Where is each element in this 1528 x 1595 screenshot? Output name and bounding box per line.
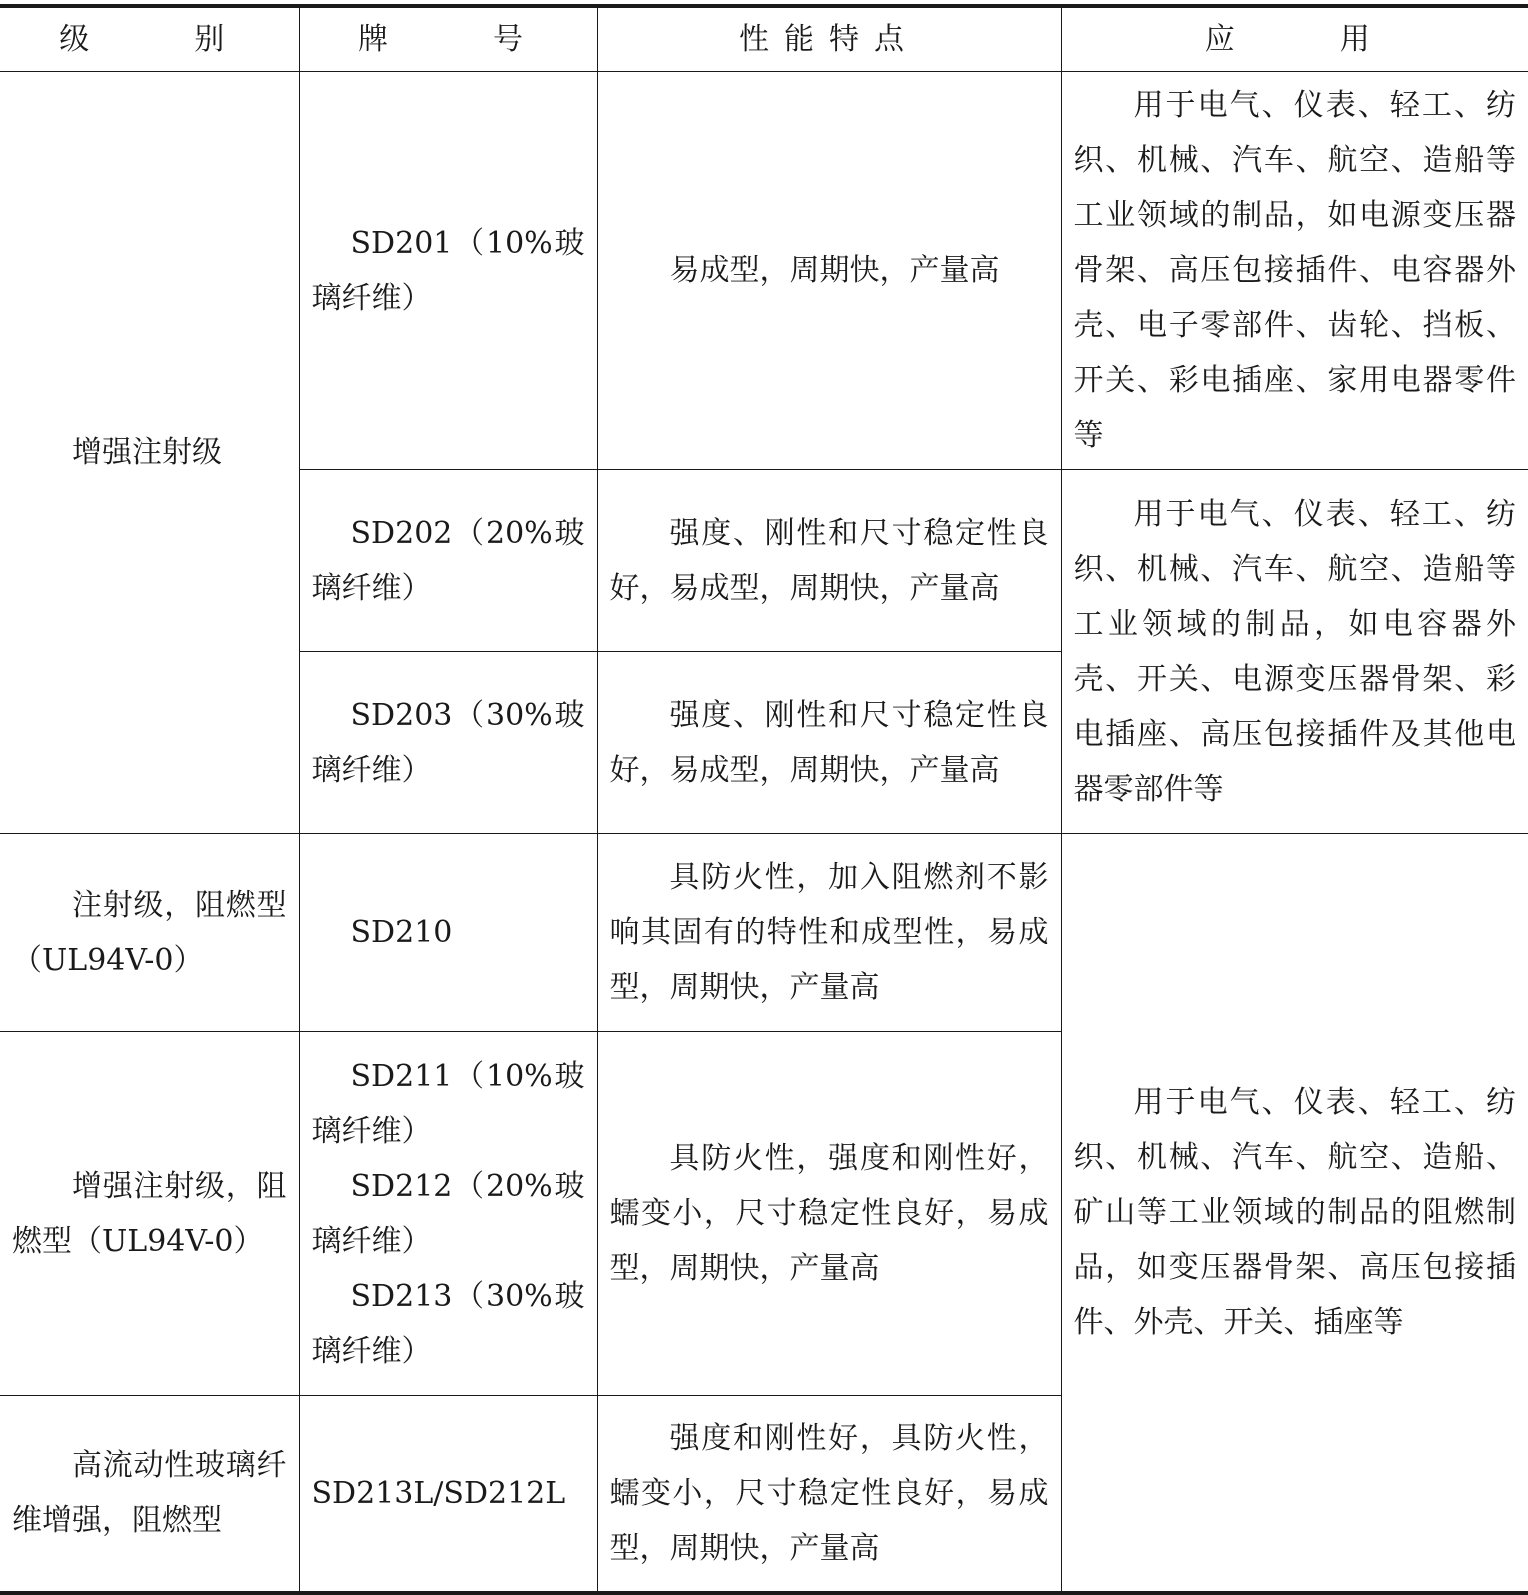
model-name: SD213（30%玻璃纤维）	[311, 1278, 585, 1369]
features-cell: 具防火性，强度和刚性好，蠕变小，尺寸稳定性良好，易成型，周期快，产量高	[597, 1032, 1061, 1396]
grade-cell: 注射级，阻燃型（UL94V-0）	[0, 834, 299, 1032]
features-cell: 强度和刚性好，具防火性，蠕变小，尺寸稳定性良好，易成型，周期快，产量高	[597, 1396, 1061, 1593]
grade-cell: 增强注射级	[0, 72, 299, 834]
model-name: SD210	[350, 915, 453, 950]
features-cell: 强度、刚性和尺寸稳定性良好，易成型，周期快，产量高	[597, 470, 1061, 652]
model-cell	[299, 470, 597, 652]
grade-cell: 高流动性玻璃纤维增强，阻燃型	[0, 1396, 299, 1593]
features-cell: 易成型，周期快，产量高	[597, 72, 1061, 470]
model-name: SD213L/SD212L	[311, 1475, 566, 1511]
application-cell: 用于电气、仪表、轻工、纺织、机械、汽车、航空、造船、矿山等工业领域的制品的阻燃制品，如变压器骨架、高压包接插件、外壳、开关、插座等	[1061, 834, 1528, 1593]
table-row	[0, 834, 1528, 1032]
model-name: SD201（10%玻璃纤维）	[311, 225, 585, 316]
grade-cell: 增强注射级，阻燃型（UL94V-0）	[0, 1032, 299, 1396]
product-table	[0, 4, 1528, 1595]
features-cell: 具防火性，加入阻燃剂不影响其固有的特性和成型性，易成型，周期快，产量高	[597, 834, 1061, 1032]
header-features: 性能特点	[597, 6, 1061, 72]
model-name: SD202（20%玻璃纤维）	[311, 515, 585, 606]
model-cell	[299, 1032, 597, 1396]
model-cell	[299, 834, 597, 1032]
model-cell	[299, 72, 597, 470]
features-cell: 强度、刚性和尺寸稳定性良好，易成型，周期快，产量高	[597, 652, 1061, 834]
model-name: SD211（10%玻璃纤维）	[311, 1058, 585, 1149]
model-name: SD203（30%玻璃纤维）	[311, 697, 585, 788]
model-cell	[299, 1396, 597, 1593]
model-cell	[299, 652, 597, 834]
model-name: SD212（20%玻璃纤维）	[311, 1168, 585, 1259]
header-grade: 级 别	[0, 6, 299, 72]
header-model: 牌 号	[299, 6, 597, 72]
header-application: 应 用	[1061, 6, 1528, 72]
application-cell: 用于电气、仪表、轻工、纺织、机械、汽车、航空、造船等工业领域的制品，如电源变压器骨架、高压包接插件、电容器外壳、电子零部件、齿轮、挡板、开关、彩电插座、家用电器零件等	[1061, 72, 1528, 470]
table-row	[0, 72, 1528, 470]
application-cell: 用于电气、仪表、轻工、纺织、机械、汽车、航空、造船等工业领域的制品，如电容器外壳、开关、电源变压器骨架、彩电插座、高压包接插件及其他电器零部件等	[1061, 470, 1528, 834]
table-header-row	[0, 6, 1528, 72]
